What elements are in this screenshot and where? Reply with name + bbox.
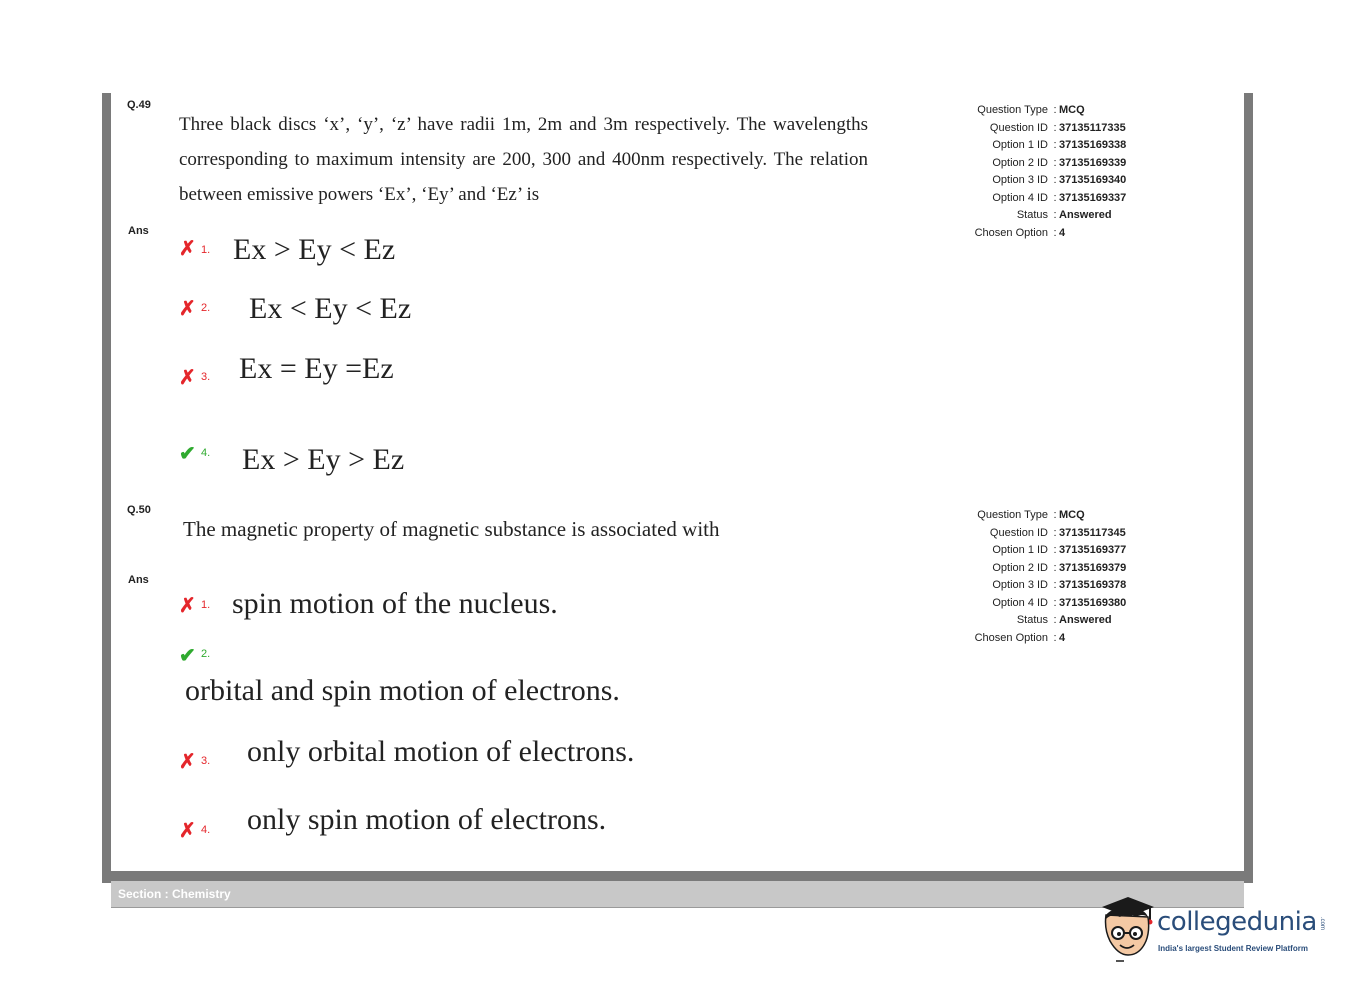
meta-label: Option 2 ID [992,561,1048,574]
logo-wordmark: collegedunia [1157,907,1317,937]
wrong-cross-icon: ✗ [179,751,196,773]
question-type-value: MCQ [1059,509,1085,521]
meta-label: Option 1 ID [992,544,1048,556]
question-id-value: 37135117335 [1059,121,1126,134]
question-type-value: MCQ [1059,104,1085,116]
option-text: Ex > Ey > Ez [242,443,405,476]
option-number: 3. [201,755,211,767]
question-meta-panel: Question Type : MCQ Question ID : 37135117335 Option 1 ID : 37135169338 Option 2 ID : 37135169339 Option 3 ID : 37135169340 Option 4 ID : 37135169337 Status : Answered Chosen Option : 4 [960,102,1180,242]
logo-tagline: India's largest Student Review Platform [1158,944,1308,953]
wrong-cross-icon: ✗ [179,298,196,320]
option-id-value: 37135169380 [1059,596,1127,609]
question-number: Q.49 [127,99,151,111]
option-id-value: 37135169340 [1059,174,1127,186]
meta-label: Question Type [977,104,1048,116]
answer-label: Ans [128,225,149,237]
option-number: 4. [201,824,211,836]
option-text: only orbital motion of electrons. [247,735,635,768]
wrong-cross-icon: ✗ [179,820,196,842]
section-bar [111,881,1244,908]
section-label: Section : Chemistry [118,887,231,901]
question-meta-panel: Question Type : MCQ Question ID : 37135117345 Option 1 ID : 37135169377 Option 2 ID : 37135169379 Option 3 ID : 37135169378 Option 4 ID : 37135169380 Status : Answered Chosen Option : 4 [960,507,1180,647]
answer-label: Ans [128,574,149,586]
meta-label: Question ID [989,121,1048,134]
option-text: Ex = Ey =Ez [239,352,394,385]
meta-label: Option 3 ID [992,579,1048,591]
option-number: 1. [201,599,211,611]
meta-label: Status [1016,614,1048,626]
chosen-option-value: 4 [1059,631,1066,644]
meta-label: Option 4 ID [992,191,1048,204]
frame-bottom-border [102,871,1253,881]
meta-label: Question Type [977,509,1048,521]
meta-label: Chosen Option [974,631,1048,644]
option-id-value: 37135169337 [1059,191,1127,204]
option-text: only spin motion of electrons. [247,803,607,836]
meta-label: Option 2 ID [992,156,1048,169]
option-id-value: 37135169378 [1059,579,1127,591]
chosen-option-value: 4 [1059,226,1066,239]
question-text: The magnetic property of magnetic substance is associated with [183,517,720,541]
frame-left-border [102,93,111,883]
mascot-icon [1098,893,1156,965]
meta-label: Option 1 ID [992,139,1048,151]
wrong-cross-icon: ✗ [179,238,196,260]
option-id-value: 37135169339 [1059,156,1127,169]
meta-label: Option 4 ID [992,596,1048,609]
option-id-value: 37135169338 [1059,139,1127,151]
option-text: orbital and spin motion of electrons. [185,674,620,707]
option-number: 3. [201,371,211,383]
frame-right-border [1244,93,1253,883]
option-text: Ex > Ey < Ez [233,233,396,266]
question-id-value: 37135117345 [1059,526,1126,539]
meta-label: Status [1016,209,1048,221]
meta-label: Option 3 ID [992,174,1048,186]
correct-check-icon: ✔ [179,443,196,465]
meta-label: Question ID [989,526,1048,539]
option-text: spin motion of the nucleus. [232,587,558,620]
wrong-cross-icon: ✗ [179,367,196,389]
option-id-value: 37135169377 [1059,544,1127,556]
question-number: Q.50 [127,504,151,516]
meta-label: Chosen Option [974,226,1048,239]
status-value: Answered [1059,209,1112,221]
wrong-cross-icon: ✗ [179,595,196,617]
correct-check-icon: ✔ [179,645,196,667]
option-number: 2. [201,648,211,660]
option-text: Ex < Ey < Ez [249,292,412,325]
status-value: Answered [1059,614,1112,626]
option-id-value: 37135169379 [1059,561,1127,574]
option-number: 1. [201,244,211,256]
logo-domain-suffix: .com [1319,917,1325,931]
question-text: Three black discs ‘x’, ‘y’, ‘z’ have radii 1m, 2m and 3m respectively. The wavelengths corresponding to maximum intensity are 200, 300 and 400nm respectively. The relation between emissive powers ‘Ex’, ‘Ey’ and ‘Ez’ is [179,114,868,205]
option-number: 2. [201,302,211,314]
collegedunia-logo[interactable] [1098,893,1328,965]
option-number: 4. [201,447,211,459]
